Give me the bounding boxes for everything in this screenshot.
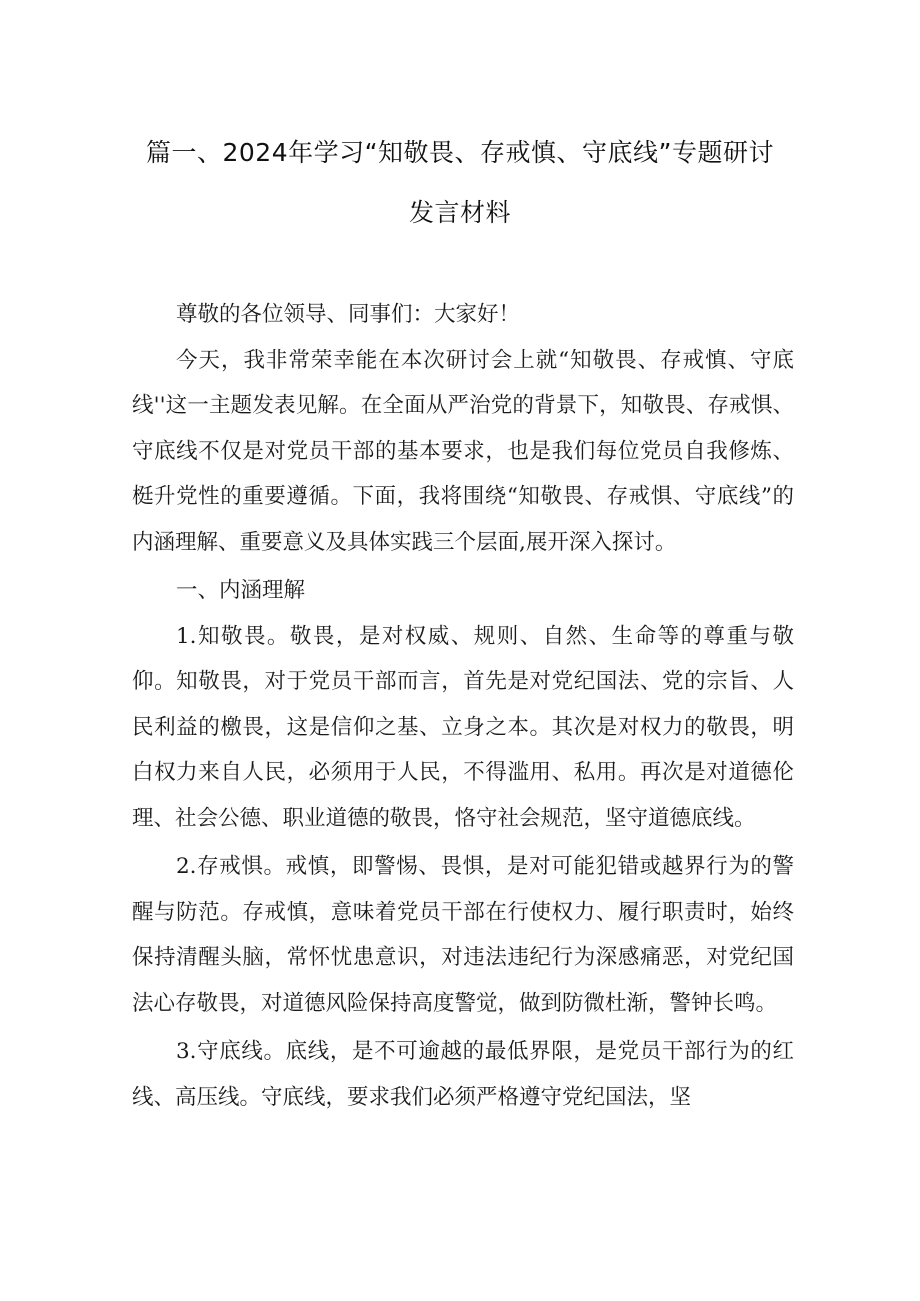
greeting-paragraph: 尊敬的各位领导、同事们：大家好！: [176, 302, 521, 327]
document-title-line-1: 篇一、2024年学习“知敬畏、存戒慎、守底线”专题研讨: [145, 138, 775, 167]
document-body: [132, 292, 794, 1120]
section-heading-1: 一、内涵理解: [176, 578, 306, 603]
item-paragraph-2: 2.存戒惧。戒慎，即警惕、畏惧，是对可能犯错或越界行为的警醒与防范。存戒慎，意味着党员干部在行使权力、履行职责时，始终保持清醒头脑，常怀忧患意识，对违法违纪行为深感痛恶，对党纪国法心存敬畏，对道德风险保持高度警觉，做到防微杜渐，警钟长鸣。: [132, 854, 794, 1016]
item-paragraph-3: 3.守底线。底线，是不可逾越的最低界限，是党员干部行为的红线、高压线。守底线，要求我们必须严格遵守党纪国法，坚: [132, 1039, 794, 1110]
document-title-line-2: 发言材料: [408, 198, 511, 227]
intro-paragraph: 今天，我非常荣幸能在本次研讨会上就“知敬畏、存戒慎、守底线''这一主题发表见解。在全面从严治党的背景下，知敬畏、存戒惧、守底线不仅是对党员干部的基本要求，也是我们每位党员自我修炼、梃升党性的重要遵循。下面，我将围绕“知敬畏、存戒惧、守底线”的内涵理解、重要意义及具体实践三个层面,展开深入探讨。: [132, 347, 794, 555]
item-paragraph-1: 1.知敬畏。敬畏，是对权威、规则、自然、生命等的尊重与敬仰。知敬畏，对于党员干部而言，首先是对党纪国法、党的宗旨、人民利益的檄畏，这是信仰之基、立身之本。其次是对权力的敬畏，明白权力来自人民，必须用于人民，不得滥用、私用。再次是对道德伦理、社会公德、职业道德的敬畏，恪守社会规范，坚守道德底线。: [132, 623, 794, 831]
